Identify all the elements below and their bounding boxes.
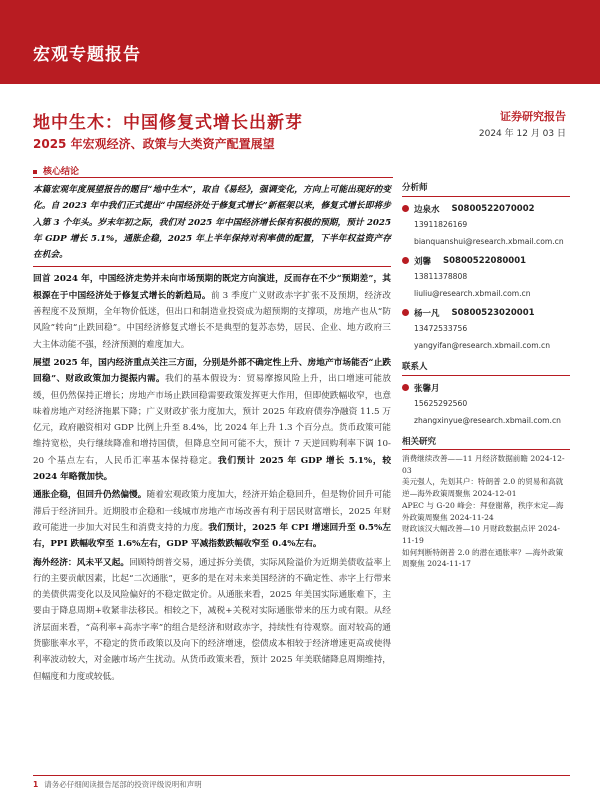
section-divider: [33, 177, 393, 178]
page-title: 地中生木：中国修复式增长出新芽: [33, 113, 303, 133]
analyst-card: [402, 253, 570, 302]
sidebar: [402, 178, 570, 570]
section-title: 核心结论: [43, 167, 80, 177]
analyst-name: 杨一凡: [414, 308, 440, 319]
paragraph-2-lead: 回首 2024 年，中国经济走势并未向市场预期的既定方向演进，反而存在不少“预期差”，其根源在于中国经济处于修复式增长的新趋局。: [33, 274, 391, 301]
paragraph-4-lead: 通胀企稳，但回升仍然偏慢。: [33, 490, 147, 501]
related-research-item[interactable]: 如何判断特朗普 2.0 的潜在通胀率？—海外政策周聚焦 2024-11-17: [402, 547, 564, 569]
paragraph-3-body: 我们的基本假设为：贸易摩擦风险上升，出口增速可能放缓，但仍然保持正增长；房地产市场止跌回稳需要政策发挥更大作用，但即使跌幅收窄，也意味着房地产对经济拖累下降；广义财政扩张力度加大，预计 2025 年政府债券净融资 11.5 万亿元，政府融资相对 GDP 比例上升至 8.4%，比 2024 年上升 1.3 个百分点。货币政策可能维持宽松，央行继续降准和增持国债，但降息空间可能不大，预计 7 天逆回购利率下调 10-20 个基点左右，人民币汇率基本保持稳定。: [33, 374, 392, 466]
related-research-item[interactable]: 财政该汉大幅改善—10 月财政数据点评 2024-11-19: [402, 524, 560, 545]
divider: [33, 266, 391, 267]
paragraph-1: [33, 182, 391, 263]
contact-phone: 15625292560: [414, 399, 468, 408]
bullet-icon: [33, 170, 37, 174]
analysts-header: 分析师: [402, 178, 570, 197]
paragraph-2-body: 前 3 季度广义财政赤字扩张不及预期，经济改善程度不及预期，全年物价低迷，但出口和制造业投资成为超预期的支撑项，房地产也从“防风险”转向“止跌回稳”。中国经济修复式增长不是典型的复苏态势，居民、企业、地方政府三大主体动能不强，经济预测的难度加大。: [33, 290, 391, 350]
section-heading: [33, 164, 79, 177]
paragraph-4-body: 随着宏观政策力度加大，经济开始企稳回升，但是物价回升可能滞后于经济回升。近期股市企稳和一线城市房地产市场改善有利于居民财富增长，2025 年财政可能进一步加大对民生和消费支持的力度。: [33, 490, 392, 533]
analyst-name: 刘馨: [414, 256, 432, 267]
paragraph-5: [33, 555, 391, 685]
analyst-license: S0800522080001: [443, 255, 527, 266]
contact-card: [402, 380, 570, 429]
analyst-phone: 13811378808: [414, 272, 468, 281]
main-content: [33, 182, 391, 687]
analyst-email[interactable]: liuliu@research.xbmail.com.cn: [414, 289, 531, 298]
paragraph-5-tail: 从通胀来看，2025 年美国实际通胀难下，主要由于降息周期+收紧非法移民。相较之下，减税+关税对实际通胀带来的压力或有限。从经济层面来看，“高利率+高赤字率”的组合是经济和财政赤字，持续性有待观察。面对较高的通货膨胀率水平，不稳定的货币政策以及向下的经济增速，偿债成本相较于经济增速更高或使得利率波动较大，对金融市场产生扰动。从货币政策来看，预计 2025 年美联储降息周期维持，但幅度和力度或较低。: [33, 590, 392, 682]
analyst-card: [402, 201, 570, 250]
paragraph-5-body: 回顾特朗普交易，通过拆分美债，实际风险溢价为近期美债收益率上行的主要贡献因素，比起“二次通胀”，更多的是在对未来美国经济的不确定性、赤字上行带来的美债供需变化以及风险偏好的不稳定做定价。: [33, 557, 392, 601]
analyst-phone: 13911826169: [414, 220, 468, 229]
paragraph-2: [33, 271, 391, 352]
person-icon: [402, 384, 409, 391]
analyst-card: [402, 305, 570, 354]
contact-header: 联系人: [402, 357, 570, 376]
analyst-phone: 13472533756: [414, 324, 468, 333]
analyst-name: 边泉水: [414, 204, 440, 215]
contact-name: 张馨月: [414, 383, 440, 394]
related-research-item[interactable]: APEC 与 G-20 峰会：拜登谢幕，秩序未定—海外政策周聚焦 2024-11-24: [402, 500, 564, 522]
analyst-license: S0800523020001: [451, 307, 535, 318]
related-research-item[interactable]: 消费继续改善——11 月经济数据前瞻 2024-12-03: [402, 454, 565, 475]
paragraph-4-tail: 我们预计，2025 年 CPI 增速回升至 0.5%左右，PPI 跌幅收窄至 1.6%左右，GDP 平减指数跌幅收窄至 0.4%左右。: [33, 522, 391, 550]
analyst-license: S0800522070002: [451, 203, 535, 214]
report-date: 2024 年 12 月 03 日: [478, 129, 566, 139]
related-research-header: 相关研究: [402, 433, 570, 450]
footer-disclaimer[interactable]: 请务必仔细阅读报告尾部的投资评级说明和声明: [44, 780, 202, 789]
paragraph-3-tail: 我们预计 2025 年 GDP 增长 5.1%，较 2024 年略微加快。: [33, 455, 392, 483]
person-icon: [402, 309, 409, 316]
person-icon: [402, 257, 409, 264]
report-banner: [0, 0, 600, 84]
analyst-email[interactable]: yangyifan@research.xbmail.com.cn: [414, 341, 551, 350]
paragraph-4: [33, 487, 391, 552]
person-icon: [402, 205, 409, 212]
footer-divider: [33, 775, 570, 776]
paragraph-3-lead: 展望 2025 年，国内经济重点关注三方面，分别是外部不确定性上升、房地产市场能否“止跌回稳”、财政政策加力提振内需。: [33, 357, 391, 385]
contact-email[interactable]: zhangxinyue@research.xbmail.com.cn: [414, 416, 561, 425]
page-number: 1: [33, 780, 39, 789]
related-research-item[interactable]: 美元强人，先划其户：特朗普 2.0 的贸易和高就逆—海外政策周聚焦 2024-12-01: [402, 477, 564, 499]
report-type-label: 证券研究报告: [500, 110, 566, 123]
related-research-list: [402, 453, 570, 570]
banner-title: 宏观专题报告: [33, 45, 141, 65]
page-subtitle: 2025 年宏观经济、政策与大类资产配置展望: [33, 137, 275, 151]
analyst-email[interactable]: bianquanshui@research.xbmail.com.cn: [414, 237, 564, 246]
paragraph-5-lead: 海外经济：风未平又起。: [33, 557, 130, 568]
paragraph-3: [33, 355, 391, 485]
paragraph-1-lead: 本篇宏观年度展望报告的题目“地中生木”，取自《易经》，强调变化，方向上可能出现好的变化。自 2023 年中我们正式提出“中国经济处于修复式增长”新框架以来，修复式增长即将步入第 3 个年头。岁末年初之际，我们对 2025 年中国经济增长保有积极的预期，预计 2025 年 GDP 增长 5.1%，通胀企稳，2025 年上半年保持对利率债的配置，下半年权益资产存在机会。: [33, 185, 391, 261]
page-footer: [33, 779, 202, 790]
